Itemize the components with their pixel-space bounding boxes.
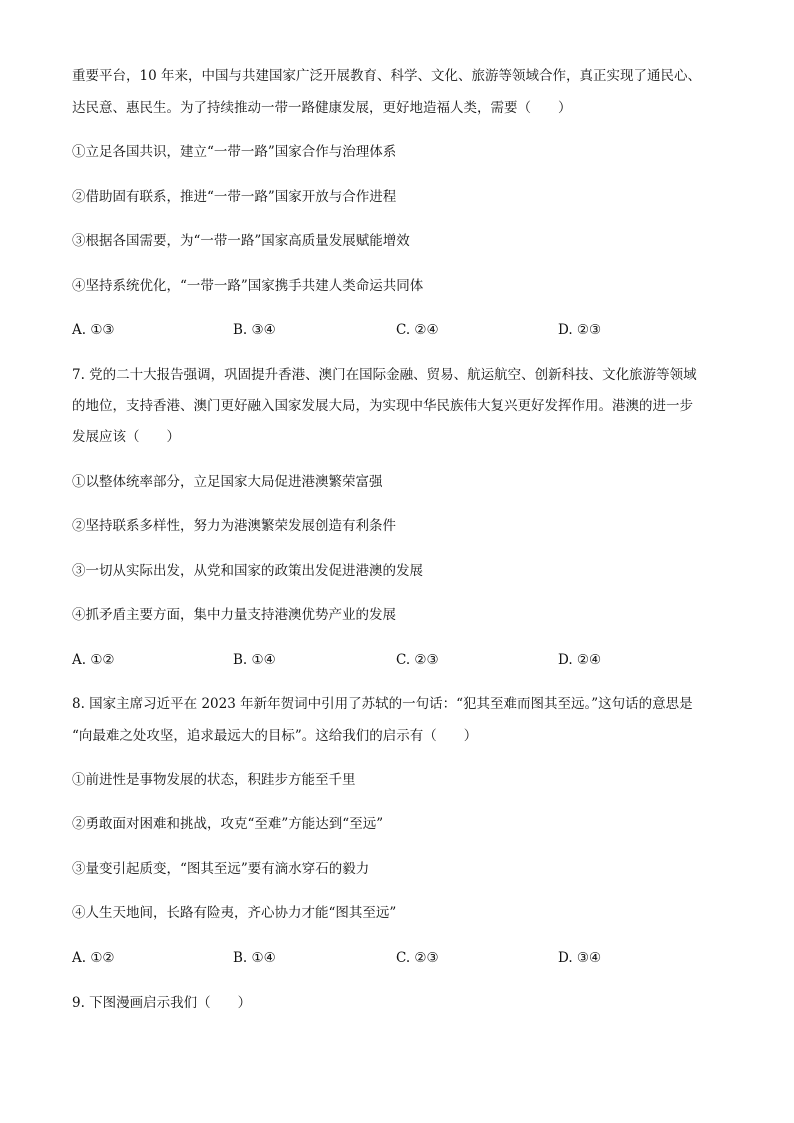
q7-option-b: B. ①④ bbox=[233, 652, 276, 668]
q7-stem-line-2: 的地位，支持香港、澳门更好融入国家发展大局，为实现中华民族伟大复兴更好发挥作用。港澳的进一步 bbox=[72, 398, 693, 414]
q8-stem-line-2: “向最难之处攻坚，追求最远大的目标”。这给我们的启示有（ ） bbox=[72, 728, 478, 744]
q8-options bbox=[72, 948, 728, 968]
q8-stem-line-1: 8. 国家主席习近平在 2023 年新年贺词中引用了苏轼的一句话：“犯其至难而图其至远。”这句话的意思是 bbox=[72, 696, 693, 712]
q8-item-1: ①前进性是事物发展的状态，积跬步方能至千里 bbox=[72, 772, 356, 788]
q7-item-1: ①以整体统率部分，立足国家大局促进港澳繁荣富强 bbox=[72, 474, 383, 490]
q7-stem-line-1: 7. 党的二十大报告强调，巩固提升香港、澳门在国际金融、贸易、航运航空、创新科技、文化旅游等领域 bbox=[72, 367, 697, 383]
q6-option-c: C. ②④ bbox=[396, 322, 439, 338]
q8-option-a: A. ①② bbox=[72, 950, 115, 966]
q6-option-b: B. ③④ bbox=[233, 322, 276, 338]
q7-option-c: C. ②③ bbox=[396, 652, 439, 668]
q6-item-4: ④坚持系统优化，“一带一路”国家携手共建人类命运共同体 bbox=[72, 278, 424, 294]
q7-option-a: A. ①② bbox=[72, 652, 115, 668]
q6-options bbox=[72, 320, 728, 340]
q7-item-3: ③一切从实际出发，从党和国家的政策出发促进港澳的发展 bbox=[72, 563, 423, 579]
q9-stem-line-1: 9. 下图漫画启示我们（ ） bbox=[72, 995, 252, 1011]
q6-stem-line-2: 达民意、惠民生。为了持续推动一带一路健康发展，更好地造福人类，需要（ ） bbox=[72, 100, 572, 116]
q6-option-d: D. ②③ bbox=[558, 322, 602, 338]
q6-stem-line-1: 重要平台，10 年来，中国与共建国家广泛开展教育、科学、文化、旅游等领域合作，真正实现了通民心、 bbox=[72, 68, 701, 84]
q7-item-4: ④抓矛盾主要方面，集中力量支持港澳优势产业的发展 bbox=[72, 607, 396, 623]
q8-item-3: ③量变引起质变，“图其至远”要有滴水穿石的毅力 bbox=[72, 861, 370, 877]
q8-option-d: D. ③④ bbox=[558, 950, 602, 966]
q6-item-2: ②借助固有联系，推进“一带一路”国家开放与合作进程 bbox=[72, 189, 397, 205]
q8-option-c: C. ②③ bbox=[396, 950, 439, 966]
q7-option-d: D. ②④ bbox=[558, 652, 602, 668]
q6-item-1: ①立足各国共识，建立“一带一路”国家合作与治理体系 bbox=[72, 144, 397, 160]
q8-option-b: B. ①④ bbox=[233, 950, 276, 966]
q8-item-2: ②勇敢面对困难和挑战，攻克“至难”方能达到“至远” bbox=[72, 816, 384, 832]
q7-options bbox=[72, 650, 728, 670]
q7-item-2: ②坚持联系多样性，努力为港澳繁荣发展创造有利条件 bbox=[72, 518, 396, 534]
q8-item-4: ④人生天地间，长路有险夷，齐心协力才能“图其至远” bbox=[72, 905, 397, 921]
q7-stem-line-3: 发展应该（ ） bbox=[72, 429, 180, 445]
q6-option-a: A. ①③ bbox=[72, 322, 115, 338]
q6-item-3: ③根据各国需要，为“一带一路”国家高质量发展赋能增效 bbox=[72, 233, 410, 249]
